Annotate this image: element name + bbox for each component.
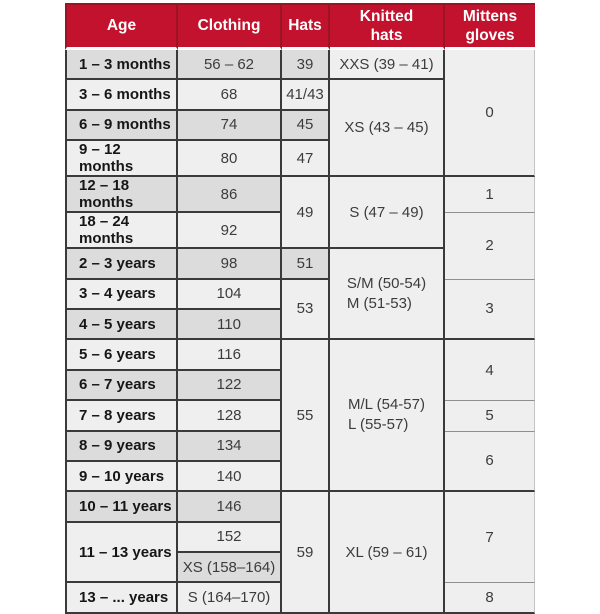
age-cell: 10 – 11 years xyxy=(65,492,178,522)
clothing-cell: XS (158–164) xyxy=(178,553,282,583)
header-row xyxy=(65,3,535,50)
column-header-clothing: Clothing xyxy=(178,3,282,50)
mittens-gloves-cell: 1 xyxy=(445,177,535,213)
hats-cell: 53 xyxy=(282,280,330,341)
clothing-cell: 128 xyxy=(178,401,282,431)
hats-cell: 51 xyxy=(282,249,330,279)
hats-cell: 41/43 xyxy=(282,80,330,110)
clothing-cell: 92 xyxy=(178,213,282,249)
knitted-hats-cell: XS (43 – 45) xyxy=(330,80,445,177)
table-row xyxy=(65,50,535,80)
knitted-hats-sizes xyxy=(348,395,425,436)
hats-cell: 39 xyxy=(282,50,330,80)
clothing-cell: 56 – 62 xyxy=(178,50,282,80)
column-header-knitted-hats-label: Knitted hats xyxy=(359,7,414,44)
age-cell: 1 – 3 months xyxy=(65,50,178,80)
mittens-gloves-cell: 4 xyxy=(445,340,535,401)
age-cell: 13 – ... years xyxy=(65,583,178,613)
column-header-mittens-gloves xyxy=(445,3,535,50)
age-cell: 4 – 5 years xyxy=(65,310,178,340)
age-cell: 2 – 3 years xyxy=(65,249,178,279)
hats-cell: 55 xyxy=(282,340,330,492)
table-row xyxy=(65,280,535,310)
clothing-cell: 140 xyxy=(178,462,282,492)
column-header-hats: Hats xyxy=(282,3,330,50)
age-cell: 3 – 4 years xyxy=(65,280,178,310)
knitted-hats-cell: S (47 – 49) xyxy=(330,177,445,249)
knitted-hats-cell xyxy=(330,340,445,492)
clothing-cell: 80 xyxy=(178,141,282,177)
table-header xyxy=(65,3,535,50)
hats-cell: 49 xyxy=(282,177,330,249)
age-cell: 9 – 10 years xyxy=(65,462,178,492)
table-row xyxy=(65,340,535,370)
column-header-mittens-gloves-label: Mittens gloves xyxy=(462,7,518,44)
hats-cell: 59 xyxy=(282,492,330,614)
mittens-gloves-cell: 8 xyxy=(445,583,535,613)
mittens-gloves-cell: 6 xyxy=(445,432,535,493)
column-header-age: Age xyxy=(65,3,178,50)
hats-cell: 45 xyxy=(282,111,330,141)
age-cell: 18 – 24 months xyxy=(65,213,178,249)
knitted-hats-size-line: S/M (50-54) xyxy=(346,274,427,292)
size-chart xyxy=(65,3,535,614)
mittens-gloves-cell: 3 xyxy=(445,280,535,341)
clothing-cell: 110 xyxy=(178,310,282,340)
clothing-cell: 68 xyxy=(178,80,282,110)
clothing-cell: 98 xyxy=(178,249,282,279)
clothing-cell: S (164–170) xyxy=(178,583,282,613)
age-cell: 12 – 18 months xyxy=(65,177,178,213)
knitted-hats-cell xyxy=(330,249,445,340)
clothing-cell: 104 xyxy=(178,280,282,310)
age-cell: 8 – 9 years xyxy=(65,432,178,462)
knitted-hats-sizes xyxy=(347,274,426,315)
knitted-hats-cell: XL (59 – 61) xyxy=(330,492,445,614)
knitted-hats-size-line: L (55-57) xyxy=(348,416,409,434)
clothing-cell: 86 xyxy=(178,177,282,213)
clothing-cell: 74 xyxy=(178,111,282,141)
table-row xyxy=(65,177,535,213)
column-header-knitted-hats xyxy=(330,3,445,50)
clothing-cell: 116 xyxy=(178,340,282,370)
age-cell: 11 – 13 years xyxy=(65,523,178,584)
clothing-cell: 134 xyxy=(178,432,282,462)
mittens-gloves-cell: 0 xyxy=(445,50,535,177)
hats-cell: 47 xyxy=(282,141,330,177)
mittens-gloves-cell: 7 xyxy=(445,492,535,583)
size-chart-table xyxy=(65,3,535,614)
age-cell: 9 – 12 months xyxy=(65,141,178,177)
age-cell: 7 – 8 years xyxy=(65,401,178,431)
age-cell: 6 – 7 years xyxy=(65,371,178,401)
age-cell: 6 – 9 months xyxy=(65,111,178,141)
clothing-cell: 146 xyxy=(178,492,282,522)
clothing-cell: 152 xyxy=(178,523,282,553)
knitted-hats-cell: XXS (39 – 41) xyxy=(330,50,445,80)
age-cell: 3 – 6 months xyxy=(65,80,178,110)
clothing-cell: 122 xyxy=(178,371,282,401)
mittens-gloves-cell: 5 xyxy=(445,401,535,431)
table-body xyxy=(65,50,535,614)
knitted-hats-size-line: M/L (54-57) xyxy=(348,396,425,414)
table-row xyxy=(65,492,535,522)
age-cell: 5 – 6 years xyxy=(65,340,178,370)
mittens-gloves-cell: 2 xyxy=(445,213,535,279)
knitted-hats-size-line: M (51-53) xyxy=(346,294,412,312)
